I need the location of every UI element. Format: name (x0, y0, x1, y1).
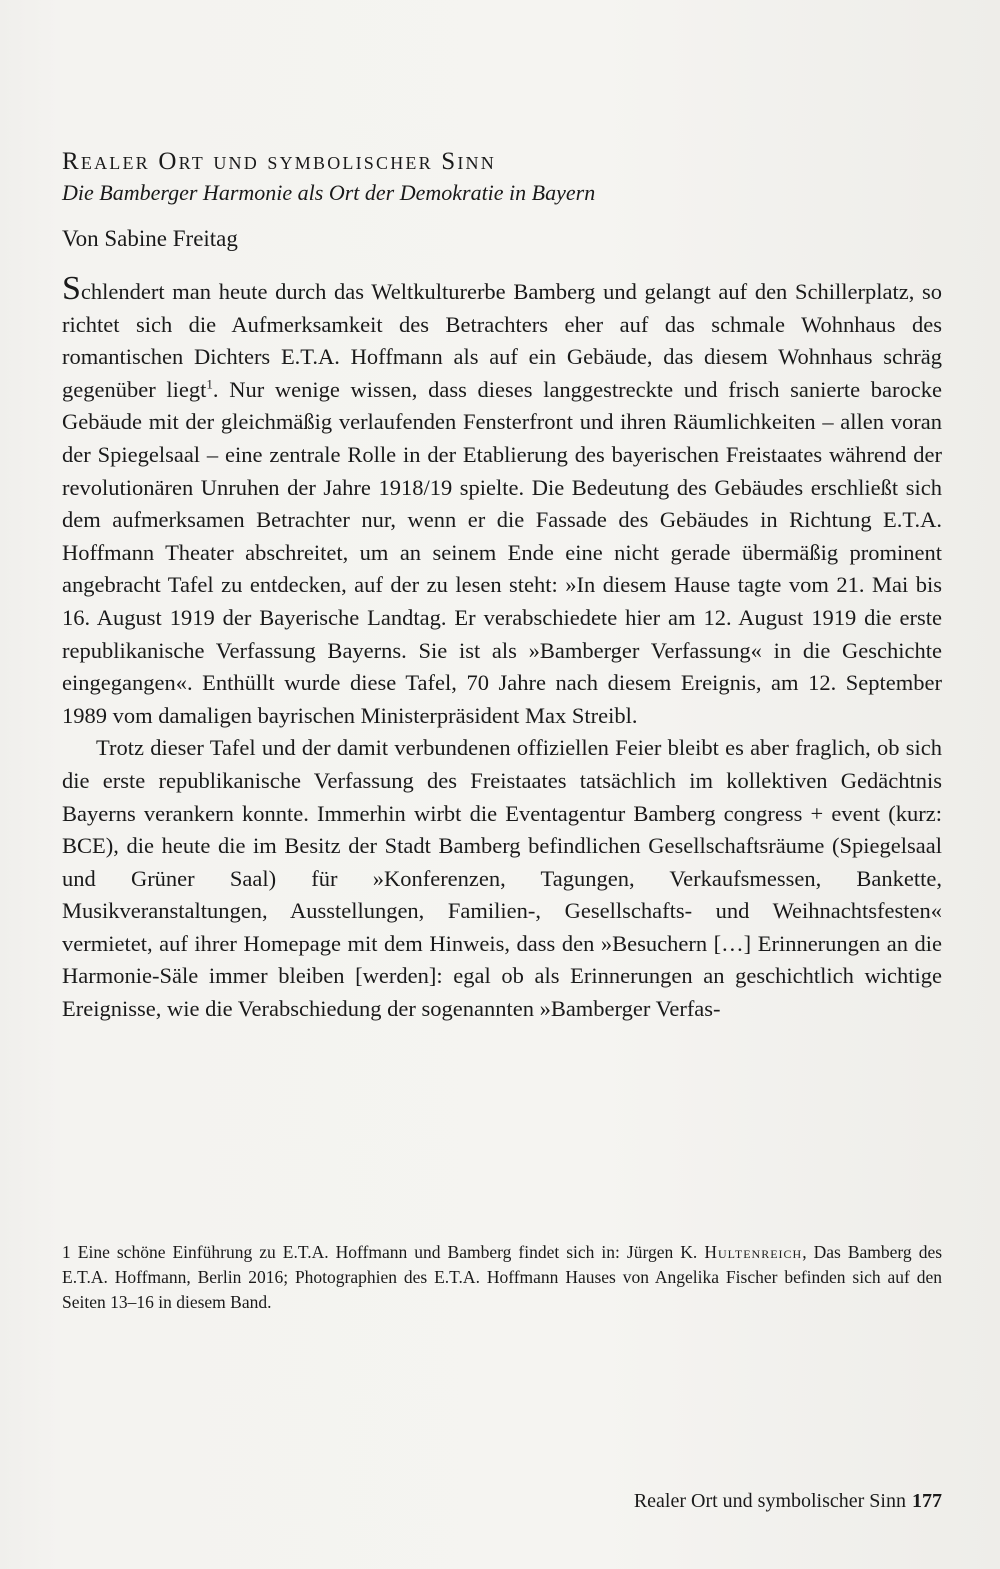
paragraph-1 (62, 270, 942, 732)
paragraph-1-text-b: . Nur wenige wissen, dass dieses langgestreckte und frisch sanierte barocke Gebäude mit der gleichmäßig verlaufenden Fensterfront und ihren Räumlichkeiten – allen voran der Spiegelsaal – eine zentrale Rolle in der Etablierung des bayerischen Freistaates während der revolutionären Unruhen der Jahre 1918/19 spielte. Die Bedeutung des Gebäudes erschließt sich dem aufmerksamen Betrachter nur, wenn er die Fassade des Gebäudes in Richtung E.T.A. Hoffmann Theater abschreitet, um an seinem Ende eine nicht gerade übermäßig prominent angebracht Tafel zu entdecken, auf der zu lesen steht: »In diesem Hause tagte vom 21. Mai bis 16. August 1919 der Bayerische Landtag. Er verabschiedete hier am 12. August 1919 die erste republikanische Verfassung Bayerns. Sie ist als »Bamberger Verfassung« in die Geschichte eingegangen«. Enthüllt wurde diese Tafel, 70 Jahre nach diesem Ereignis, am 12. September 1989 vom damaligen bayrischen Ministerpräsident Max Streibl. (62, 376, 942, 728)
running-footer-title: Realer Ort und symbolischer Sinn (633, 1490, 906, 1512)
article-author: Von Sabine Freitag (62, 226, 238, 251)
drop-cap: S (62, 270, 81, 307)
paragraph-1-text-a: chlendert man heute durch das Weltkulturerbe Bamberg und gelangt auf den Schillerplatz, so richtet sich die Aufmerksamkeit des Betrachters eher auf das schmale Wohnhaus des romantischen Dichters E.T.A. Hoffmann als auf ein Gebäude, das diesem Wohnhaus schräg gegenüber liegt (62, 279, 942, 402)
paragraph-2: Trotz dieser Tafel und der damit verbundenen offiziellen Feier bleibt es aber fraglich, ob sich die erste republikanische Verfassung des Freistaates tatsächlich im kollektiven Gedächtnis Bayerns verankern konnte. Immerhin wirbt die Eventagentur Bamberg congress + event (kurz: BCE), die heute die im Besitz der Stadt Bamberg befindlichen Gesellschaftsräume (Spiegelsaal und Grüner Saal) für »Konferenzen, Tagungen, Verkaufsmessen, Bankette, Musikveranstaltungen, Ausstellungen, Familien-, Gesellschafts- und Weihnachtsfesten« vermietet, auf ihrer Homepage mit dem Hinweis, dass den »Besuchern […] Erinnerungen an die Harmonie-Säle immer bleiben [werden]: egal ob als Erinnerungen an geschichtlich wichtige Ereignisse, wie die Verabschiedung der sogenannten »Bamberger Verfas- (62, 735, 942, 1022)
footnote-text-a: Eine schöne Einführung zu E.T.A. Hoffmann und Bamberg findet sich in: Jürgen K. (77, 1242, 698, 1262)
article-body (62, 270, 942, 1026)
footnote-reference[interactable]: 1 (206, 376, 213, 392)
page-number: 177 (912, 1490, 942, 1512)
footnote-number: 1 (62, 1242, 71, 1262)
article-text-block (62, 146, 942, 1026)
footnote-author: Hultenreich (704, 1242, 803, 1262)
footnote-text-b: , Das Bamberg des E.T.A. Hoffmann, Berlin 2016; Photographien des E.T.A. Hoffmann Hauses von Angelika Fischer befinden sich auf den Seiten 13–16 in diesem Band. (62, 1242, 943, 1312)
footnote (62, 1240, 942, 1315)
article-title: Realer Ort und symbolischer Sinn (62, 148, 496, 175)
article-subtitle: Die Bamberger Harmonie als Ort der Demokratie in Bayern (62, 180, 596, 205)
running-footer (634, 1488, 942, 1514)
